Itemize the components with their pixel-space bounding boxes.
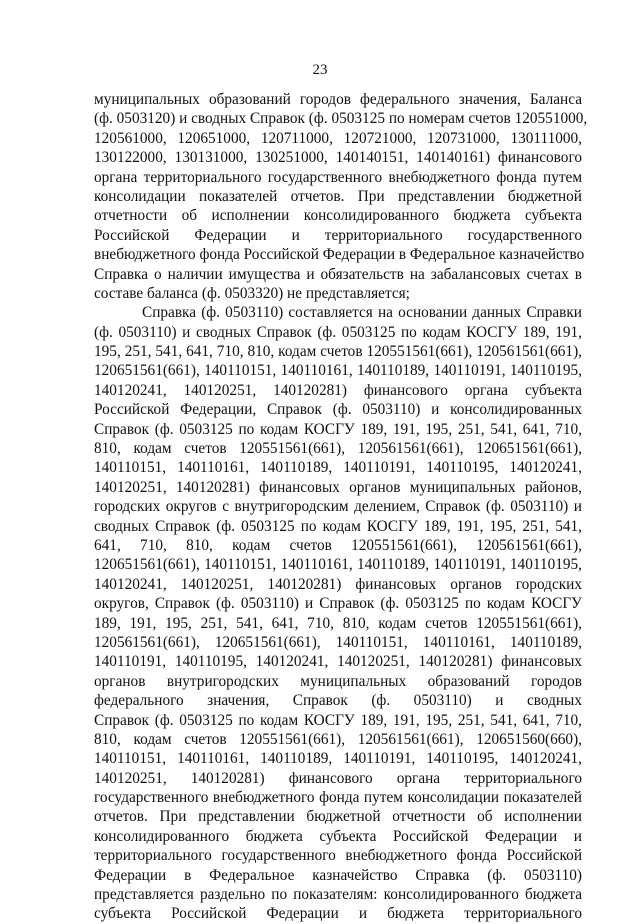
- text-line: федерального значения, Справок (ф. 0503110) и сводных: [94, 692, 582, 710]
- text-line: 140110151, 140110161, 140110189, 140110191, 140110195, 140120241,: [94, 459, 582, 477]
- text-line: 120561561(661), 120651561(661), 140110151, 140110161, 140110189,: [94, 633, 582, 651]
- text-line: Справок (ф. 0503125 по кодам КОСГУ 189, 191, 195, 251, 541, 641, 710,: [94, 420, 582, 438]
- text-line: консолидации показателей отчетов. При представлении бюджетной: [94, 187, 582, 205]
- text-line: Федерации в Федеральное казначейство Справка (ф. 0503110): [94, 866, 582, 884]
- text-line: составе баланса (ф. 0503320) не представляется;: [94, 284, 410, 302]
- text-line: 140110191, 140110195, 140120241, 140120251, 140120281) финансовых: [94, 653, 582, 671]
- text-line: 810, кодам счетов 120551561(661), 120561561(661), 120651561(661),: [94, 440, 582, 458]
- text-line: 130122000, 130131000, 130251000, 140140151, 140140161) финансового: [94, 149, 582, 167]
- text-line: субъекта Российской Федерации и бюджета территориального: [94, 905, 582, 923]
- text-line: 189, 191, 195, 251, 541, 641, 710, 810, кодам счетов 120551561(661),: [94, 614, 582, 632]
- text-line: 140120241, 140120251, 140120281) финансового органа субъекта: [94, 381, 582, 399]
- text-line: сводных Справок (ф. 0503125 по кодам КОСГУ 189, 191, 195, 251, 541,: [94, 517, 582, 535]
- document-body: [94, 90, 588, 924]
- text-line: 120651561(661), 140110151, 140110161, 140110189, 140110191, 140110195,: [94, 362, 582, 380]
- text-line: 641, 710, 810, кодам счетов 120551561(661), 120561561(661),: [94, 536, 582, 554]
- text-line: 810, кодам счетов 120551561(661), 120561561(661), 120651560(660),: [94, 730, 582, 748]
- text-line: Справка о наличии имущества и обязательств на забалансовых счетах в: [94, 265, 582, 283]
- text-line: 195, 251, 541, 641, 710, 810, кодам счетов 120551561(661), 120561561(661),: [94, 343, 582, 361]
- text-line: Справка (ф. 0503110) составляется на основании данных Справки: [142, 304, 582, 322]
- page-number: 23: [312, 62, 328, 78]
- text-line: 140110151, 140110161, 140110189, 140110191, 140110195, 140120241,: [94, 750, 582, 768]
- text-line: Российской Федерации, Справок (ф. 0503110) и консолидированных: [94, 401, 582, 419]
- paragraph: [94, 90, 588, 303]
- text-line: органов внутригородских муниципальных образований городов: [94, 672, 582, 690]
- text-line: Справок (ф. 0503125 по кодам КОСГУ 189, 191, 195, 251, 541, 641, 710,: [94, 711, 582, 729]
- text-line: 140120241, 140120251, 140120281) финансовых органов городских: [94, 575, 582, 593]
- text-line: 140120251, 140120281) финансового органа территориального: [94, 769, 582, 787]
- text-line: территориального государственного внебюджетного фонда Российской: [94, 847, 582, 865]
- text-line: органа территориального государственного внебюджетного фонда путем: [94, 168, 582, 186]
- paragraph: [94, 303, 582, 924]
- text-line: 120651561(661), 140110151, 140110161, 140110189, 140110191, 140110195,: [94, 556, 582, 574]
- text-line: городских округов с внутригородским делением, Справок (ф. 0503110) и: [94, 498, 582, 516]
- text-line: (ф. 0503110) и сводных Справок (ф. 0503125 по кодам КОСГУ 189, 191,: [94, 323, 582, 341]
- text-line: государственного внебюджетного фонда путем консолидации показателей: [94, 789, 582, 807]
- text-line: отчетов. При представлении бюджетной отчетности об исполнении: [94, 808, 582, 826]
- text-line: Российской Федерации и территориального государственного: [94, 226, 582, 244]
- text-line: внебюджетного фонда Российской Федерации в Федеральное казначейство: [94, 246, 585, 264]
- text-line: отчетности об исполнении консолидированного бюджета субъекта: [94, 207, 582, 225]
- text-line: 120561000, 120651000, 120711000, 120721000, 120731000, 130111000,: [94, 129, 582, 147]
- text-line: округов, Справок (ф. 0503110) и Справок (ф. 0503125 по кодам КОСГУ: [94, 595, 582, 613]
- text-line: (ф. 0503120) и сводных Справок (ф. 0503125 по номерам счетов 120551000,: [94, 110, 588, 128]
- text-line: консолидированного бюджета субъекта Российской Федерации и: [94, 827, 582, 845]
- text-line: представляется раздельно по показателям: консолидированного бюджета: [94, 886, 582, 904]
- text-line: муниципальных образований городов федерального значения, Баланса: [94, 91, 582, 108]
- text-line: 140120251, 140120281) финансовых органов муниципальных районов,: [94, 478, 582, 496]
